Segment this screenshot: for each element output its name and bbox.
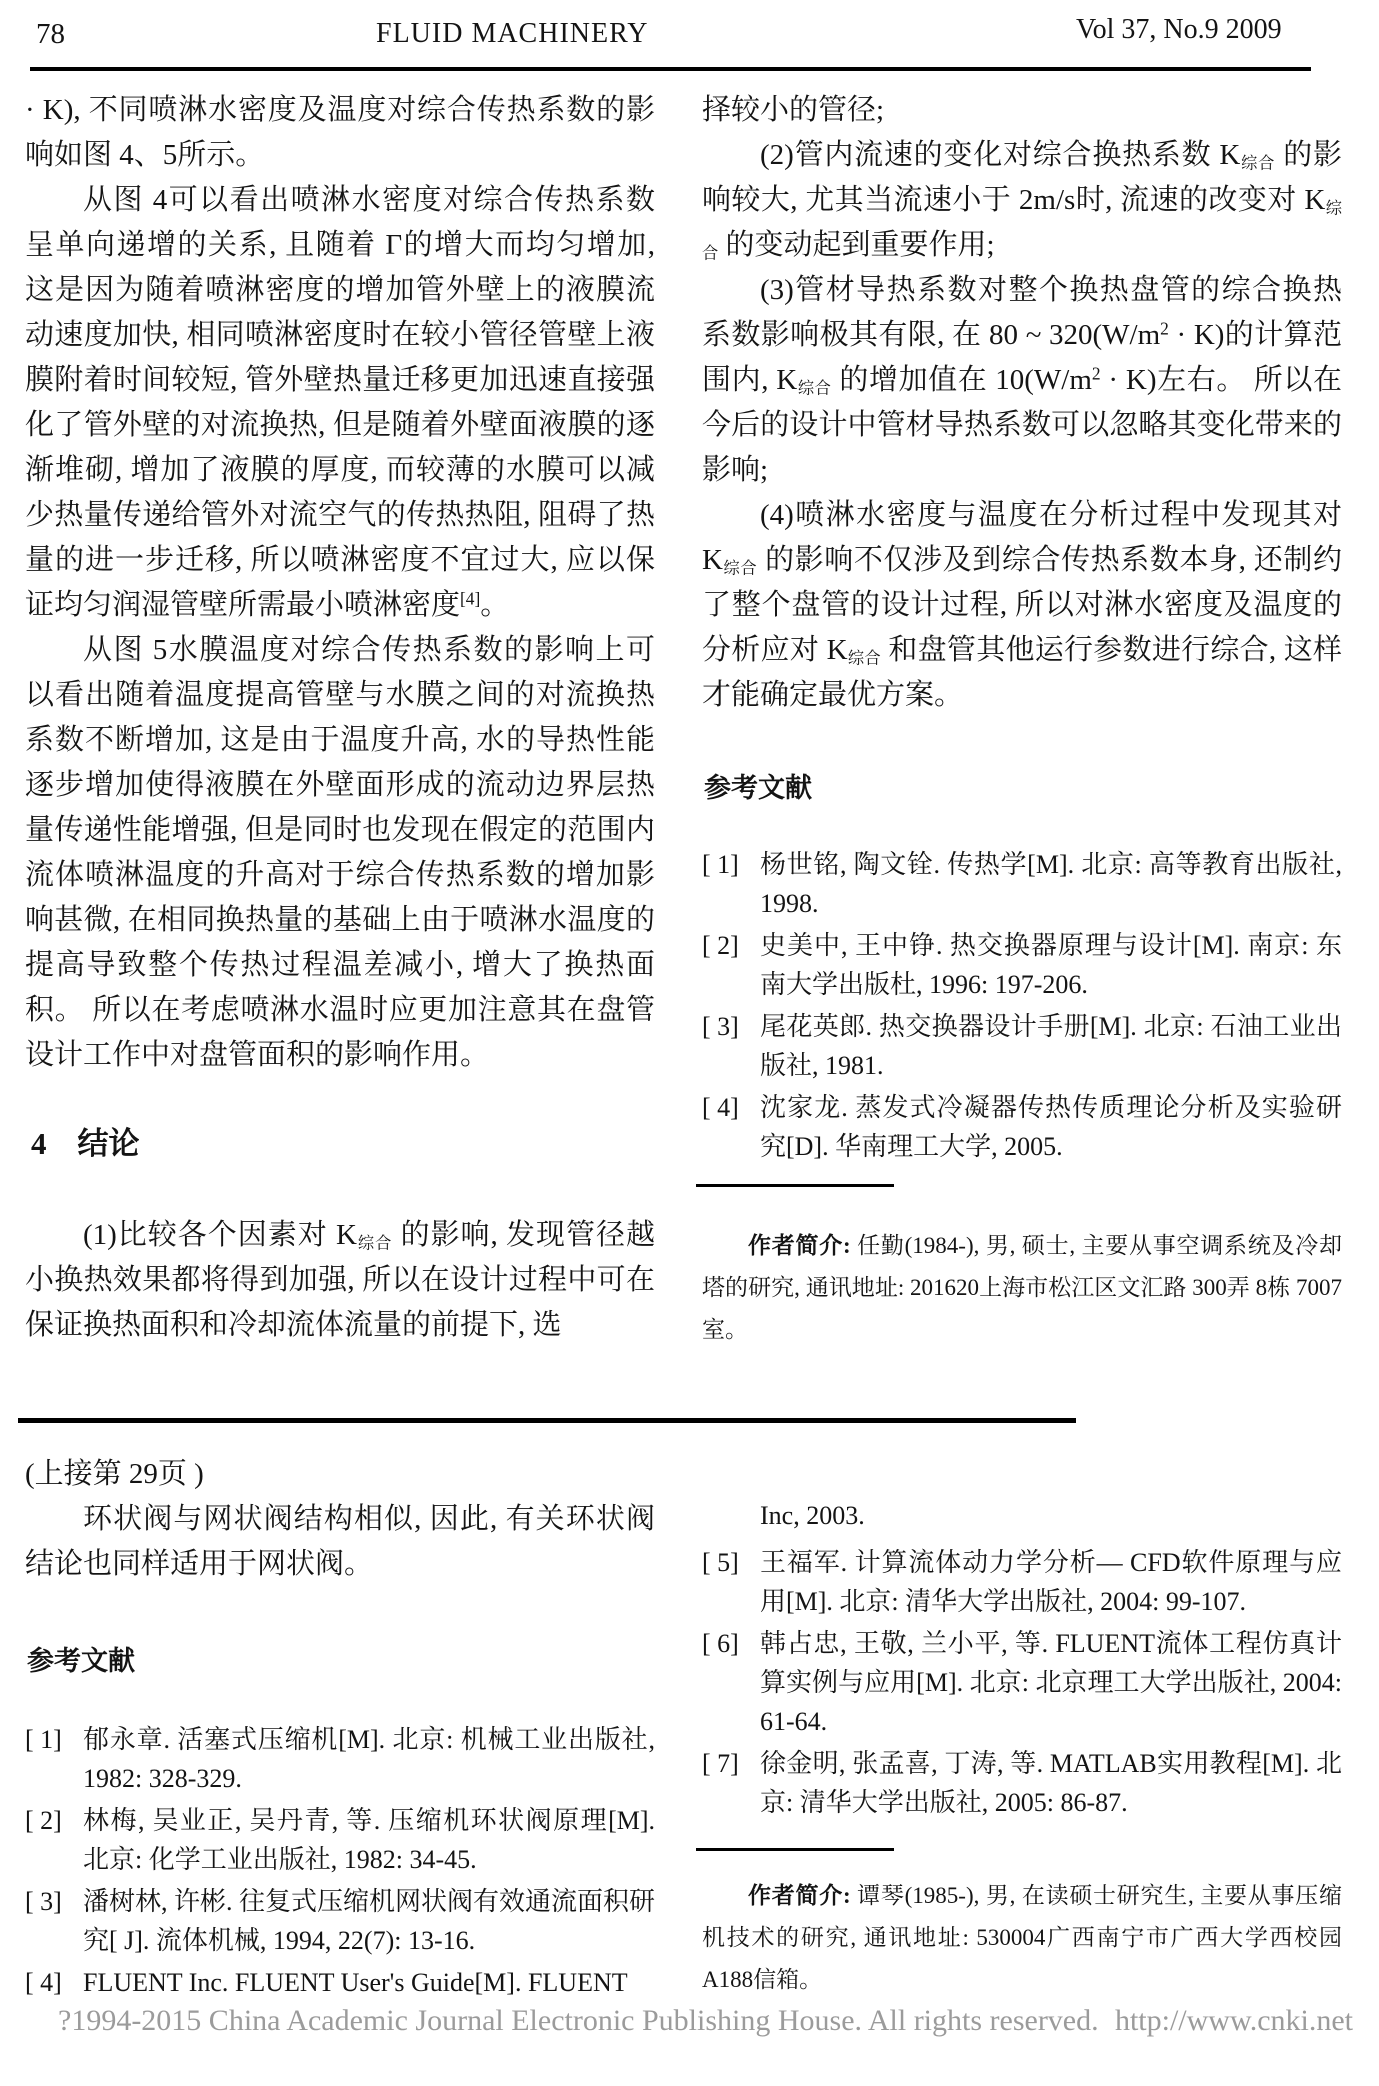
reference-item bbox=[702, 1543, 1342, 1621]
author-bio bbox=[702, 1875, 1342, 2001]
reference-item bbox=[702, 1088, 1342, 1166]
reference-item bbox=[25, 1801, 655, 1879]
issue-info: Vol 37, No.9 2009 bbox=[1076, 14, 1282, 45]
author-bio-separator bbox=[696, 1184, 894, 1187]
reference-item bbox=[702, 845, 1342, 923]
reference-text: FLUENT Inc. FLUENT User's Guide[M]. FLUENT bbox=[83, 1968, 628, 1997]
reference-item bbox=[702, 1624, 1342, 1741]
references-heading: 参考文献 bbox=[704, 773, 812, 803]
reference-item bbox=[25, 1720, 655, 1798]
reference-text: 王福军. 计算流体动力学分析— CFD软件原理与应用[M]. 北京: 清华大学出版社, 2004: 99-107. bbox=[760, 1548, 1342, 1616]
footer-url: http://www.cnki.net bbox=[1114, 2004, 1353, 2037]
author-bio-separator bbox=[696, 1848, 894, 1851]
section-heading-conclusion: 4 结论 bbox=[31, 1126, 140, 1161]
reference-label: [ 7] bbox=[702, 1749, 739, 1778]
reference-text: 韩占忠, 王敬, 兰小平, 等. FLUENT流体工程仿真计算实例与应用[M]. 北京: 北京理工大学出版社, 2004: 61-64. bbox=[760, 1629, 1342, 1736]
reference-continuation: Inc, 2003. bbox=[760, 1501, 865, 1530]
references-heading: 参考文献 bbox=[27, 1646, 135, 1676]
reference-label: [ 2] bbox=[25, 1806, 62, 1835]
reference-item bbox=[702, 926, 1342, 1004]
upper-right-column bbox=[702, 88, 1342, 1351]
reference-item bbox=[702, 1007, 1342, 1085]
upper-left-column bbox=[25, 88, 655, 1348]
reference-label: [ 4] bbox=[25, 1968, 62, 1997]
reference-label: [ 1] bbox=[25, 1725, 62, 1754]
body-paragraph: 择较小的管径; bbox=[702, 94, 885, 126]
reference-item bbox=[702, 1744, 1342, 1822]
reference-text: 郁永章. 活塞式压缩机[M]. 北京: 机械工业出版社, 1982: 328-329. bbox=[83, 1725, 655, 1793]
reference-text: 徐金明, 张孟喜, 丁涛, 等. MATLAB实用教程[M]. 北京: 清华大学出版社, 2005: 86-87. bbox=[760, 1749, 1342, 1817]
author-bio-text: 任勤(1984-), 男, 硕士, 主要从事空调系统及冷却塔的研究, 通讯地址: 201620上海市松江区文汇路 300弄 8栋 7007室。 bbox=[702, 1233, 1342, 1342]
author-bio bbox=[702, 1225, 1342, 1351]
page-number: 78 bbox=[36, 18, 65, 50]
author-bio-label: 作者简介: bbox=[748, 1233, 851, 1258]
reference-label: [ 4] bbox=[702, 1093, 739, 1122]
reference-text: 尾花英郎. 热交换器设计手册[M]. 北京: 石油工业出版社, 1981. bbox=[760, 1012, 1342, 1080]
conclusion-item-3: (3)管材导热系数对整个换热盘管的综合换热系数影响极其有限, 在 80 ~ $320(W/m^2 \cdot K)$的计算范围内, $K_{综合}$ 的增加值在 $10(W/m^2 \cdot K)$左右。 所以在今后的设计中管材导热系数可以忽略其变化带来的影响; bbox=[702, 274, 1342, 486]
author-bio-text: 谭琴(1985-), 男, 在读硕士研究生, 主要从事压缩机技术的研究, 通讯地址: 530004广西南宁市广西大学西校园 A188信箱。 bbox=[702, 1883, 1342, 1992]
body-paragraph: 环状阀与网状阀结构相似, 因此, 有关环状阀结论也同样适用于网状阀。 bbox=[25, 1503, 655, 1580]
reference-text: 杨世铭, 陶文铨. 传热学[M]. 北京: 高等教育出版社, 1998. bbox=[760, 850, 1342, 918]
reference-text: 沈家龙. 蒸发式冷凝器传热传质理论分析及实验研究[D]. 华南理工大学, 2005. bbox=[760, 1093, 1342, 1161]
reference-label: [ 3] bbox=[702, 1012, 739, 1041]
journal-title: FLUID MACHINERY bbox=[376, 18, 649, 49]
article-divider-rule bbox=[18, 1418, 1076, 1423]
reference-text: 林梅, 吴业正, 吴丹青, 等. 压缩机环状阀原理[M]. 北京: 化学工业出版社, 1982: 34-45. bbox=[83, 1806, 655, 1874]
reference-label: [ 5] bbox=[702, 1548, 739, 1577]
reference-text: 史美中, 王中铮. 热交换器原理与设计[M]. 南京: 东南大学出版杜, 1996: 197-206. bbox=[760, 931, 1342, 999]
author-bio-label: 作者简介: bbox=[748, 1883, 851, 1908]
reference-item bbox=[25, 1882, 655, 1960]
body-paragraph: 从图 4可以看出喷淋水密度对综合传热系数呈单向递增的关系, 且随着 Γ的增大而均匀增加, 这是因为随着喷淋密度的增加管外壁上的液膜流动速度加快, 相同喷淋密度时在较小管径管壁上液膜附着时间较短, 管外壁热量迁移更加迅速直接强化了管外壁的对流换热, 但是随着外壁面液膜的逐渐堆砌, 增加了液膜的厚度, 而较薄的水膜可以减少热量传递给管外对流空气的传热热阻, 阻碍了热量的进一步迁移, 所以喷淋密度不宜过大, 应以保证均匀润湿管壁所需最小喷淋密度[4]。 bbox=[25, 184, 655, 621]
reference-label: [ 6] bbox=[702, 1629, 739, 1658]
reference-label: [ 3] bbox=[25, 1887, 62, 1916]
reference-label: [ 1] bbox=[702, 850, 739, 879]
body-paragraph: · K), 不同喷淋水密度及温度对综合传热系数的影响如图 4、5所示。 bbox=[25, 94, 655, 171]
reference-text: 潘树林, 许彬. 往复式压缩机网状阀有效通流面积研究[ J]. 流体机械, 1994, 22(7): 13-16. bbox=[83, 1887, 656, 1955]
continued-from-note: (上接第 29页 ) bbox=[25, 1458, 204, 1490]
conclusion-item-4: (4)喷淋水密度与温度在分析过程中发现其对 $K_{综合}$ 的影响不仅涉及到综合传热系数本身, 还制约了整个盘管的设计过程, 所以对淋水密度及温度的分析应对 $K_{综合}$ 和盘管其他运行参数进行综合, 这样才能确定最优方案。 bbox=[702, 499, 1342, 711]
reference-label: [ 2] bbox=[702, 931, 739, 960]
body-paragraph: 从图 5水膜温度对综合传热系数的影响上可以看出随着温度提高管壁与水膜之间的对流换热系数不断增加, 这是由于温度升高, 水的导热性能逐步增加使得液膜在外壁面形成的流动边界层热量传递性能增强, 但是同时也发现在假定的范围内流体喷淋温度的升高对于综合传热系数的增加影响甚微, 在相同换热量的基础上由于喷淋水温度的提高导致整个传热过程温差减小, 增大了换热面积。 所以在考虑喷淋水温时应更加注意其在盘管设计工作中对盘管面积的影响作用。 bbox=[25, 634, 655, 1071]
conclusion-item-2: (2)管内流速的变化对综合换热系数 $K_{综合}$ 的影响较大, 尤其当流速小于 2m/s时, 流速的改变对 $K_{综合}$ 的变动起到重要作用; bbox=[702, 139, 1342, 263]
copyright-text: ?1994-2015 China Academic Journal Electronic Publishing House. All rights reserved. bbox=[58, 2004, 1099, 2037]
lower-left-column bbox=[25, 1452, 655, 2005]
header-rule bbox=[30, 67, 1311, 71]
lower-right-column bbox=[702, 1446, 1342, 2001]
conclusion-item-1: (1)比较各个因素对 $K_{综合}$ 的影响, 发现管径越小换热效果都将得到加强, 所以在设计过程中可在保证换热面积和冷却流体流量的前提下, 选 bbox=[25, 1219, 655, 1341]
footer-copyright-bar bbox=[58, 2004, 1353, 2038]
reference-item bbox=[25, 1963, 655, 2002]
